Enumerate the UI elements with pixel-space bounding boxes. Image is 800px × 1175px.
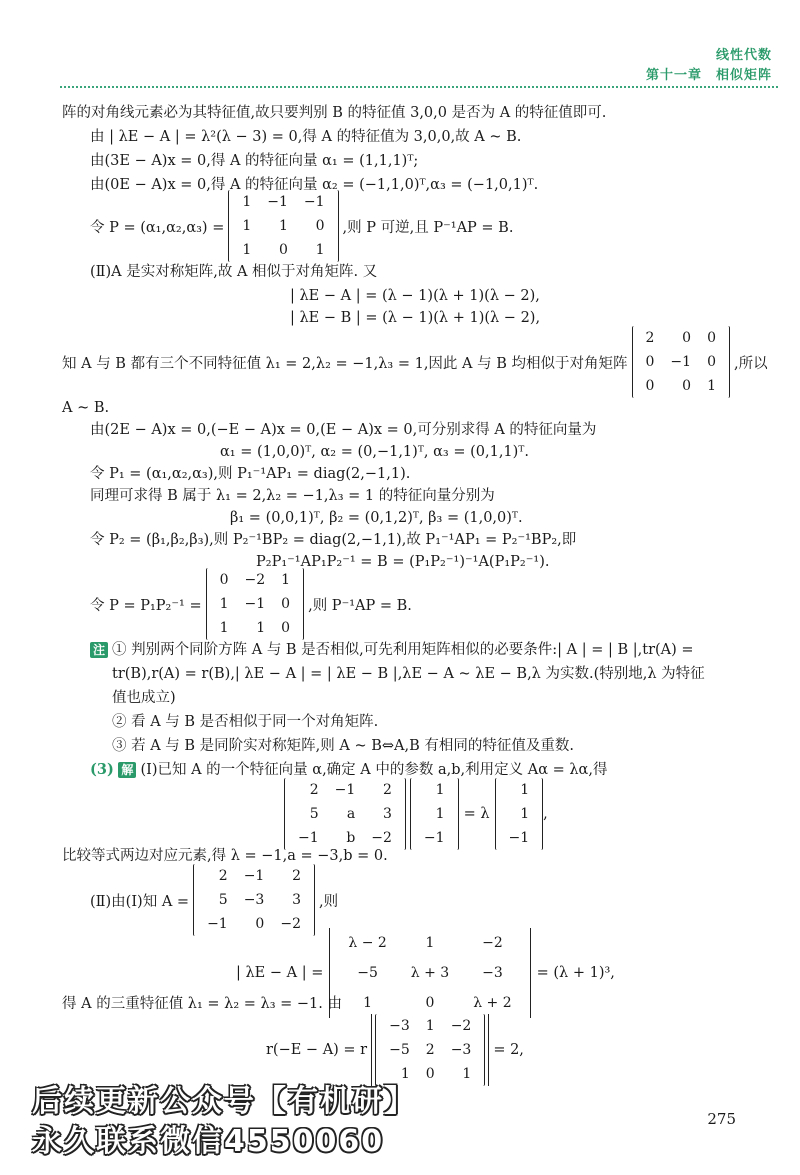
matrix-cell: λ + 3 — [410, 965, 450, 981]
text-line: ,所以 — [733, 355, 768, 372]
page-number: 275 — [707, 1110, 736, 1128]
matrix-cell: 0 — [281, 620, 291, 636]
text-line: | λE − B | = (λ − 1)(λ + 1)(λ − 2), — [290, 310, 541, 326]
matrix-equation — [90, 864, 338, 936]
matrix-cell: 0 — [425, 995, 435, 1011]
matrix-cell: 1 — [400, 1066, 410, 1082]
matrix-cell: 1 — [242, 194, 252, 210]
text-line: (Ⅱ)由(Ⅰ)知 A = — [90, 893, 190, 910]
section-number: (3) — [90, 761, 114, 778]
text-line: β₁ = (0,0,1)ᵀ, β₂ = (0,1,2)ᵀ, β₃ = (1,0,0)ᵀ. — [230, 510, 523, 526]
matrix-cell: 1 — [425, 935, 435, 951]
matrix-equation — [62, 326, 768, 398]
text-line: r(−E − A) = r — [266, 1042, 368, 1058]
matrix-A — [284, 778, 406, 850]
matrix-cell: −3 — [243, 892, 265, 908]
matrix-cell: 0 — [707, 354, 716, 370]
matrix-cell: 1 — [256, 620, 266, 636]
matrix-cell: −2 — [244, 572, 266, 588]
matrix-cell: −1 — [303, 194, 325, 210]
matrix-cell: 1 — [219, 596, 229, 612]
text-line: 由(2E − A)x = 0,(−E − A)x = 0,(E − A)x = 0,可分别求得 A 的特征向量为 — [90, 422, 597, 438]
text-line: 同理可求得 B 属于 λ₁ = 2,λ₂ = −1,λ₃ = 1 的特征向量分别为 — [90, 488, 495, 504]
text-line: | λE − A | = (λ − 1)(λ + 1)(λ − 2), — [290, 288, 540, 304]
text-line: ① 判别两个同阶方阵 A 与 B 是否相似,可先利用矩阵相似的必要条件:| A | = | B |,tr(A) = — [112, 642, 694, 658]
matrix-cell: λ − 2 — [348, 935, 387, 951]
matrix-cell: 0 — [255, 916, 265, 932]
text-line: tr(B),r(A) = r(B),| λE − A | = | λE − B |,λE − A ~ λE − B,λ 为实数.(特别地,λ 为特征 — [112, 666, 705, 682]
matrix-equation — [90, 568, 412, 640]
matrix-cell: a — [346, 806, 356, 822]
text-line: 得 A 的三重特征值 λ₁ = λ₂ = λ₃ = −1. 由 — [62, 996, 343, 1012]
matrix-cell: 1 — [315, 242, 325, 258]
matrix-P — [228, 190, 338, 262]
text-line: 令 P₂ = (β₁,β₂,β₃),则 P₂⁻¹BP₂ = diag(2,−1,1),故 P₁⁻¹AP₁ = P₂⁻¹BP₂,即 — [90, 532, 577, 548]
matrix-cell: 1 — [363, 995, 373, 1011]
matrix-cell: 2 — [645, 330, 655, 346]
matrix-cell: 1 — [462, 1066, 472, 1082]
matrix-cell: −1 — [423, 830, 445, 846]
matrix-cell: 2 — [292, 868, 301, 884]
matrix-cell: 0 — [682, 330, 692, 346]
matrix-cell: 0 — [645, 378, 655, 394]
matrix-cell: 2 — [218, 868, 228, 884]
matrix-cell: 0 — [645, 354, 655, 370]
text-line: 知 A 与 B 都有三个不同特征值 λ₁ = 2,λ₂ = −1,λ₃ = 1,因此 A 与 B 均相似于对角矩阵 — [62, 355, 628, 372]
header-subject: 线性代数 — [715, 48, 772, 63]
matrix-P — [206, 568, 304, 640]
matrix-cell: 0 — [219, 572, 229, 588]
matrix-cell: −5 — [357, 965, 378, 981]
matrix-cell: −5 — [389, 1042, 410, 1058]
matrix-cell: 5 — [218, 892, 228, 908]
matrix-cell: 1 — [425, 1018, 435, 1034]
text-line: 令 P₁ = (α₁,α₂,α₃),则 P₁⁻¹AP₁ = diag(2,−1,1). — [90, 466, 411, 482]
text-line: = (λ + 1)³, — [536, 965, 615, 981]
matrix-cell: 1 — [219, 620, 229, 636]
matrix-cell: −1 — [207, 916, 228, 932]
text-line: 由 | λE − A | = λ²(λ − 3) = 0,得 A 的特征值为 3,0,0,故 A ~ B. — [90, 129, 522, 145]
text-line: 由(0E − A)x = 0,得 A 的特征向量 α₂ = (−1,1,0)ᵀ,α₃ = (−1,0,1)ᵀ. — [90, 177, 539, 193]
text-line: α₁ = (1,0,0)ᵀ, α₂ = (0,−1,1)ᵀ, α₃ = (0,1,1)ᵀ. — [220, 444, 530, 460]
matrix-cell: −1 — [298, 830, 319, 846]
text-line: ,则 P 可逆,且 P⁻¹AP = B. — [342, 219, 514, 236]
matrix-cell: 1 — [435, 806, 445, 822]
matrix-cell: 2 — [425, 1042, 435, 1058]
text-line: , — [543, 806, 548, 822]
matrix-cell: 1 — [281, 572, 291, 588]
text-line: P₂P₁⁻¹AP₁P₂⁻¹ = B = (P₁P₂⁻¹)⁻¹A(P₁P₂⁻¹). — [256, 554, 550, 570]
matrix-cell: 1 — [242, 242, 252, 258]
section-line — [90, 760, 607, 780]
matrix-cell: −1 — [243, 868, 265, 884]
matrix-cell: 0 — [281, 596, 291, 612]
vector-alpha — [410, 778, 459, 850]
matrix-cell: −2 — [371, 830, 392, 846]
matrix-cell: −2 — [280, 916, 301, 932]
matrix-cell: 5 — [309, 806, 319, 822]
matrix-cell: −3 — [389, 1018, 410, 1034]
text-line: 由(3E − A)x = 0,得 A 的特征向量 α₁ = (1,1,1)ᵀ; — [90, 153, 419, 169]
determinant — [329, 928, 530, 1018]
text-line: 令 P = P₁P₂⁻¹ = — [90, 597, 202, 614]
matrix-cell: 3 — [383, 806, 392, 822]
matrix-cell: 1 — [278, 218, 288, 234]
matrix-cell: 1 — [520, 782, 530, 798]
text-line: | λE − A | = — [236, 965, 324, 981]
vector-alpha — [495, 778, 544, 850]
matrix-diag — [632, 326, 730, 398]
matrix-cell: −2 — [482, 935, 503, 951]
text-line: ② 看 A 与 B 是否相似于同一个对角矩阵. — [112, 714, 379, 730]
watermark-line: 永久联系微信4550060 — [32, 1124, 385, 1159]
solution-badge: 解 — [118, 762, 136, 778]
matrix-cell: 1 — [707, 378, 716, 394]
matrix-cell: −1 — [508, 830, 530, 846]
header-chapter: 第十一章 相似矩阵 — [645, 68, 772, 83]
matrix-cell: −1 — [670, 354, 692, 370]
watermark-line: 后续更新公众号【有机研】 — [32, 1084, 416, 1119]
note-badge: 注 — [90, 642, 108, 658]
matrix-cell: 2 — [309, 782, 319, 798]
matrix-cell: −2 — [450, 1018, 472, 1034]
text-line: ,则 — [318, 893, 339, 910]
matrix-cell: 0 — [425, 1066, 435, 1082]
matrix-cell: −1 — [244, 596, 266, 612]
matrix-equation — [284, 778, 548, 850]
matrix-cell: 0 — [682, 378, 692, 394]
text-line: 值也成立) — [112, 690, 176, 706]
matrix-cell: 1 — [520, 806, 530, 822]
matrix-cell: 3 — [292, 892, 301, 908]
text-line: = λ — [463, 806, 490, 822]
matrix-cell: 0 — [707, 330, 716, 346]
matrix-A — [193, 864, 315, 936]
text-line: 比较等式两边对应元素,得 λ = −1,a = −3,b = 0. — [62, 848, 388, 864]
text-line: = 2, — [493, 1042, 524, 1058]
header-divider — [60, 86, 778, 88]
matrix-cell: 0 — [315, 218, 325, 234]
matrix-cell: −1 — [334, 782, 356, 798]
note-line — [90, 640, 694, 660]
matrix-cell: 1 — [242, 218, 252, 234]
matrix-cell: λ + 2 — [473, 995, 512, 1011]
text-line: 令 P = (α₁,α₂,α₃) = — [90, 219, 225, 236]
matrix-cell: −3 — [482, 965, 503, 981]
matrix-cell: −1 — [267, 194, 288, 210]
matrix-cell: b — [346, 830, 356, 846]
matrix-cell: 1 — [435, 782, 445, 798]
matrix-cell: −3 — [450, 1042, 472, 1058]
text-line: (Ⅱ)A 是实对称矩阵,故 A 相似于对角矩阵. 又 — [90, 264, 378, 280]
matrix-cell: 2 — [383, 782, 392, 798]
matrix-cell: 0 — [278, 242, 288, 258]
text-line: ③ 若 A 与 B 是同阶实对称矩阵,则 A ~ B⇔A,B 有相同的特征值及重数. — [112, 738, 574, 754]
text-line: (Ⅰ)已知 A 的一个特征向量 α,确定 A 中的参数 a,b,利用定义 Aα = λα,得 — [140, 762, 608, 778]
text-line: A ~ B. — [62, 400, 110, 416]
text-line: ,则 P⁻¹AP = B. — [308, 597, 412, 614]
text-line: 阵的对角线元素必为其特征值,故只要判别 B 的特征值 3,0,0 是否为 A 的特征值即可. — [62, 105, 607, 121]
matrix-equation — [90, 190, 513, 262]
